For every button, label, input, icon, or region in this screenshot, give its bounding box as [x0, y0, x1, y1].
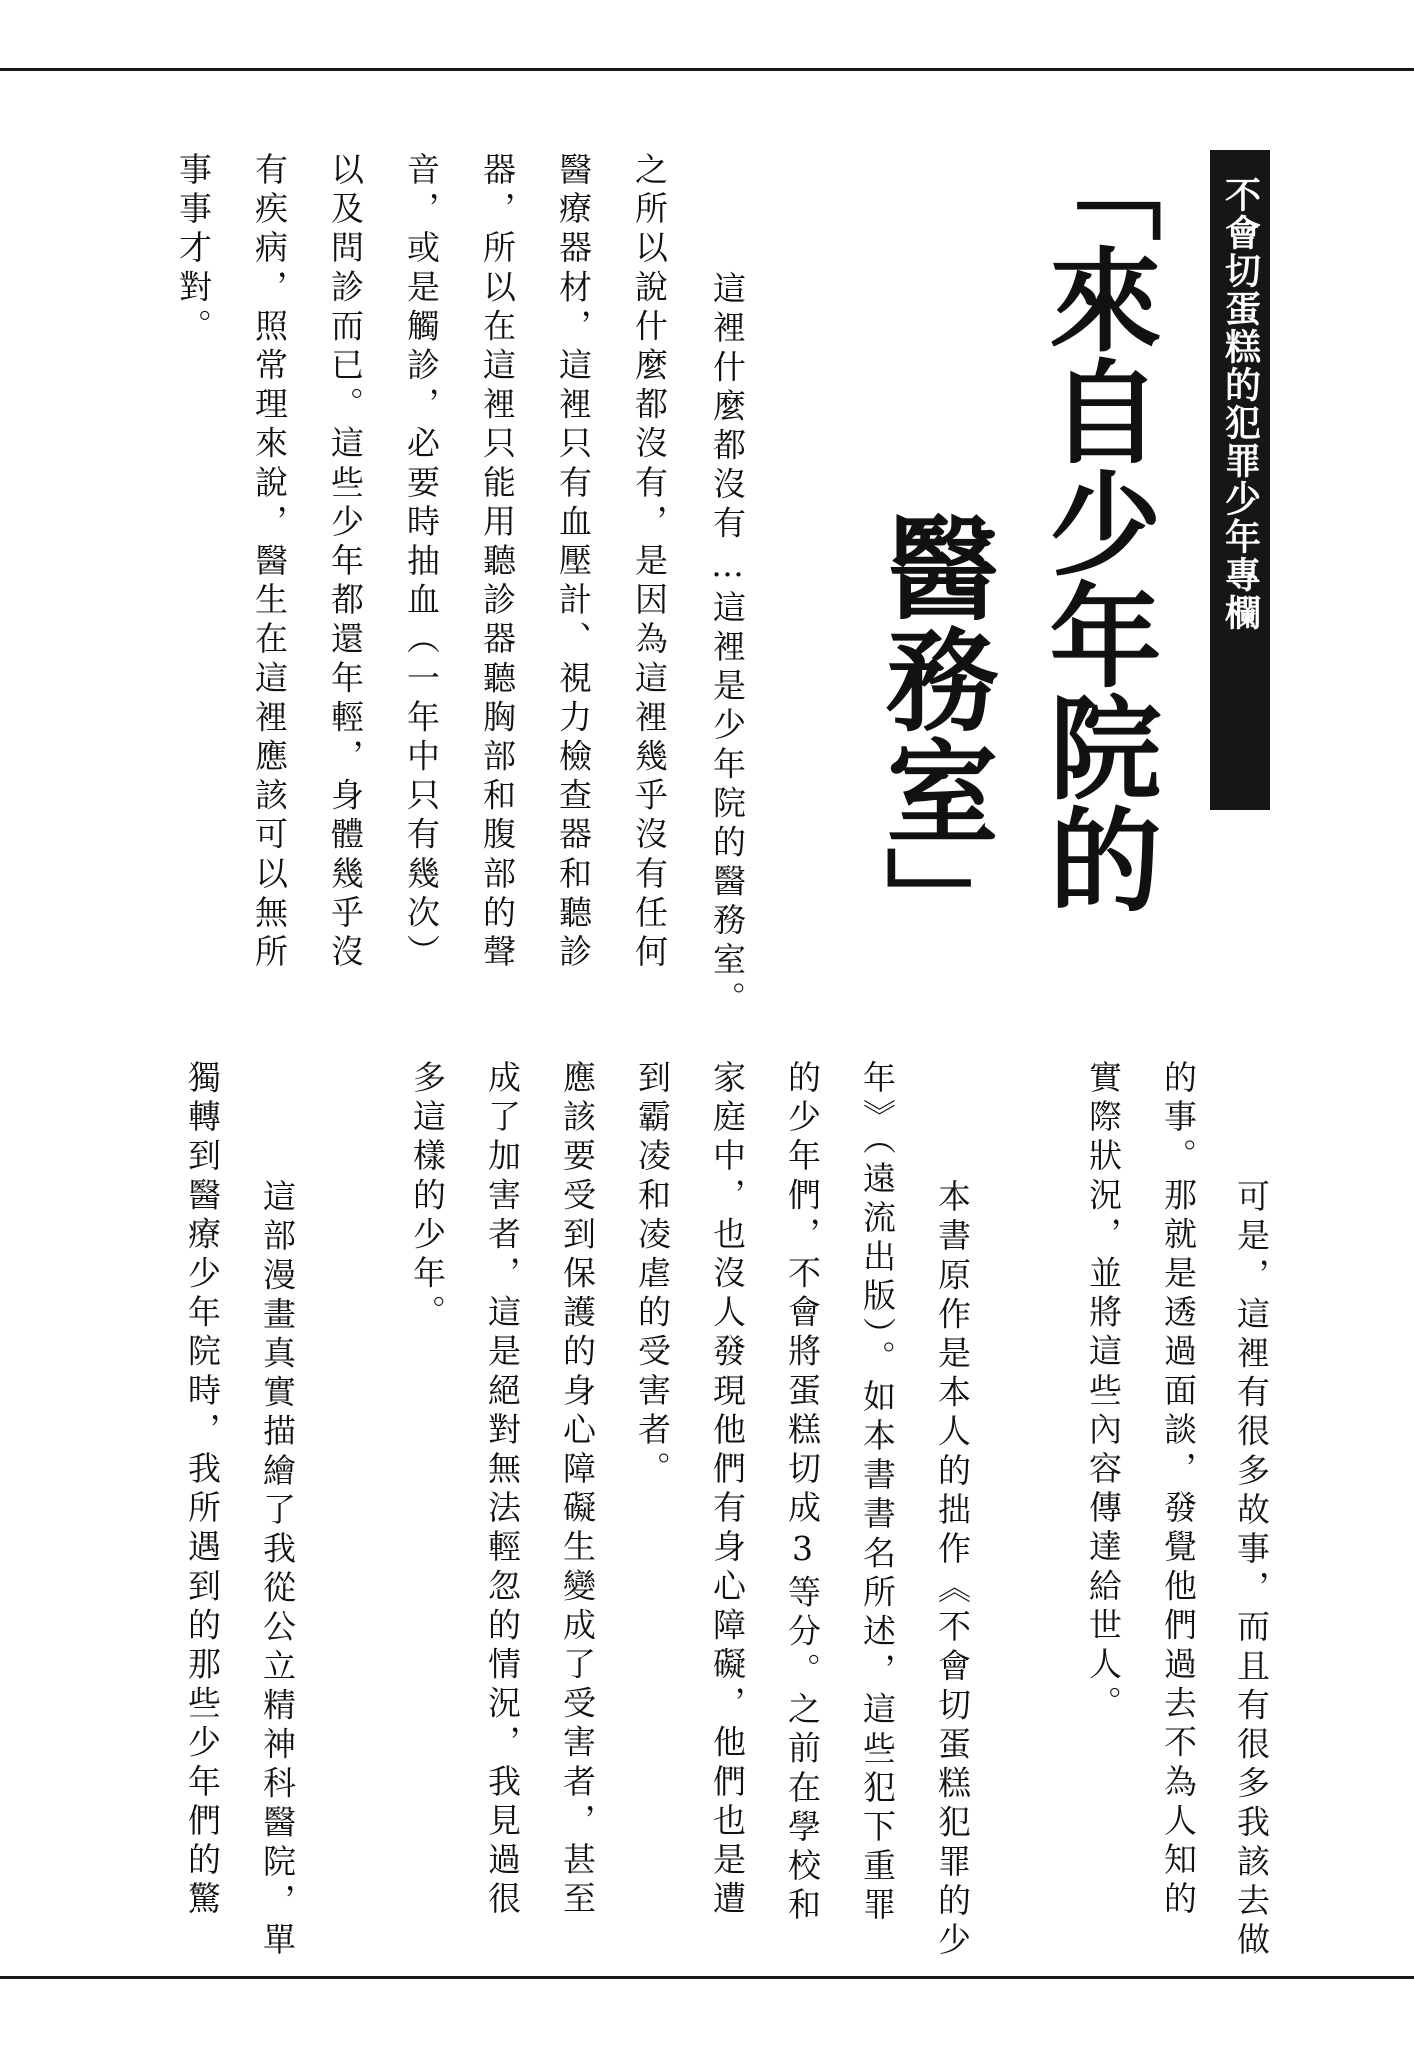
series-label-box [1210, 150, 1270, 810]
lower-column: 的事。那就是透過面談，發覺他們過去不為人知的 [1159, 1060, 1198, 1921]
series-label: 不會切蛋糕的犯罪少年專欄 [1219, 176, 1261, 632]
upper-column: 有疾病，照常理來說，醫生在這裡應該可以無所 [250, 152, 289, 974]
lower-column: 年》（遠流出版）。如本書書名所述，這些犯下重罪 [858, 1060, 897, 1927]
top-rule [0, 68, 1414, 71]
lower-column: 可是，這裡有很多故事，而且有很多我該去做 [1232, 1140, 1271, 1962]
upper-column: 醫療器材，這裡只有血壓計、視力檢查器和聽診 [554, 152, 593, 974]
lower-column: 到霸凌和凌虐的受害者。 [633, 1060, 672, 1491]
upper-column: 之所以說什麼都沒有，是因為這裡幾乎沒有任何 [630, 152, 669, 974]
bottom-rule [0, 1976, 1414, 1979]
lower-column: 本書原作是本人的拙作《不會切蛋糕犯罪的少 [933, 1140, 972, 1962]
lower-column: 實際狀況，並將這些內容傳達給世人。 [1084, 1060, 1123, 1725]
lower-column: 獨轉到醫療少年院時，我所遇到的那些少年們的驚 [183, 1060, 222, 1921]
headline-line-2: 醫務室」 [868, 510, 998, 958]
lower-column: 應該要受到保護的身心障礙生變成了受害者，甚至 [558, 1060, 597, 1921]
upper-column: 這裡什麼都沒有…這裡是少年院的醫務室。 [708, 232, 747, 1020]
lower-column: 多這樣的少年。 [408, 1060, 447, 1334]
lower-column: 這部漫畫真實描繪了我從公立精神科醫院，單 [258, 1140, 297, 1962]
lower-column: 的少年們，不會將蛋糕切成3等分。之前在學校和 [783, 1060, 822, 1927]
lower-column: 家庭中，也沒人發現他們有身心障礙，他們也是遭 [708, 1060, 747, 1921]
lower-column: 成了加害者，這是絕對無法輕忽的情況，我見過很 [483, 1060, 522, 1921]
upper-column: 事事才對。 [174, 152, 213, 348]
upper-column: 器，所以在這裡只能用聽診器聽胸部和腹部的聲 [478, 152, 517, 974]
upper-column: 音，或是觸診，必要時抽血（一年中只有幾次） [402, 152, 441, 974]
headline-line-1: 「來自少年院的 [1031, 130, 1161, 914]
upper-column: 以及問診而已。這些少年都還年輕，身體幾乎沒 [326, 152, 365, 974]
